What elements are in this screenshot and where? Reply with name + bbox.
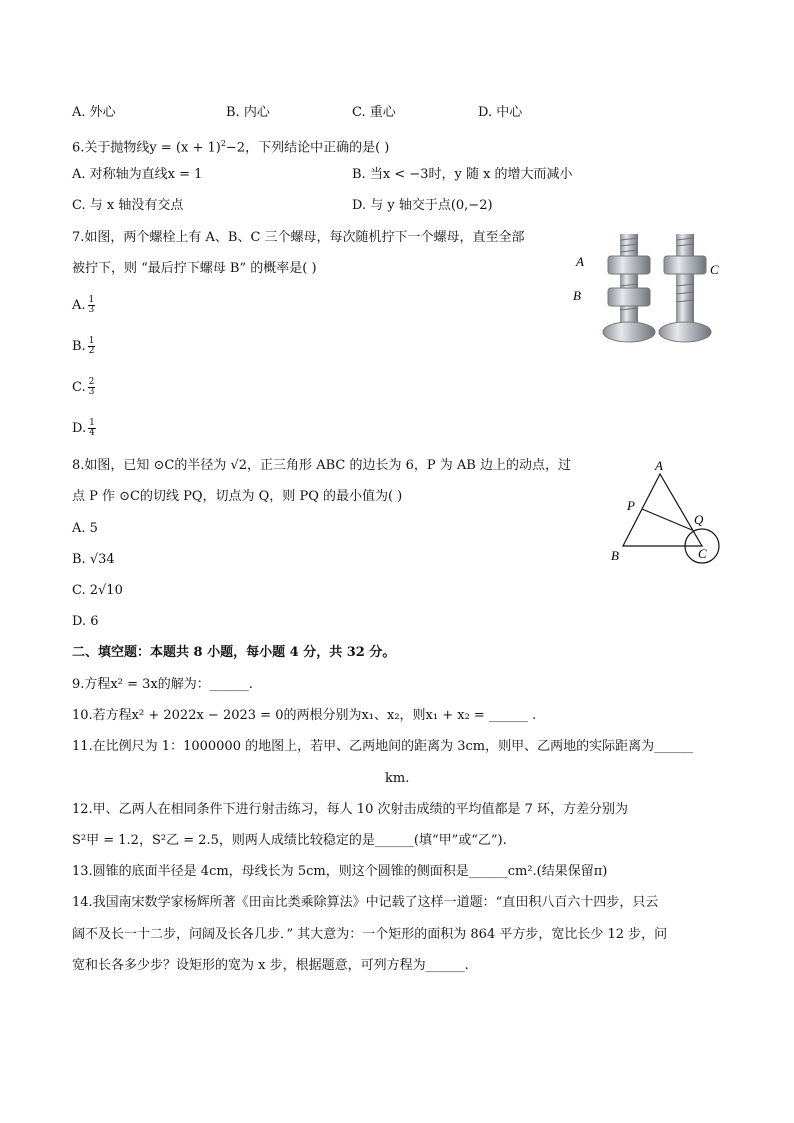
label-a: A (576, 254, 584, 269)
nut-b (608, 288, 650, 306)
q7-option-c: C. $\frac{2}{3}$ (72, 377, 95, 397)
q5-option-d: D. 中心 (478, 105, 523, 120)
q6-option-d: D. 与 y 轴交于点(0,−2) (352, 198, 493, 213)
q8-option-a: A. 5 (72, 521, 98, 536)
label-c: C (710, 262, 719, 277)
label-c: C (698, 546, 707, 561)
left-bolt-head (603, 322, 655, 342)
q12-line1: 12.甲、乙两人在相同条件下进行射击练习，每人 10 次射击成绩的平均值都是 7 环，方差分别为 (72, 802, 629, 817)
nut-a (608, 256, 650, 274)
q8-option-c: C. 2√10 (72, 583, 123, 598)
bolts-figure (568, 226, 728, 346)
triangle-figure (600, 456, 730, 570)
q5-option-b: B. 内心 (226, 105, 270, 120)
q6-option-c: C. 与 x 轴没有交点 (72, 198, 184, 213)
q7-stem-line2: 被拧下，则 “最后拧下螺母 B” 的概率是( ) (72, 261, 317, 276)
q8-stem-line2: 点 P 作 ⊙C的切线 PQ，切点为 Q，则 PQ 的最小值为( ) (72, 489, 403, 504)
q5-option-a: A. 外心 (72, 105, 116, 120)
q9: 9.方程x² = 3x的解为：______. (72, 677, 253, 692)
q6-stem: 6.关于抛物线$y = (x + 1)^2-2$，下列结论中正确的是( ) (72, 139, 390, 156)
q8-stem-line1: 8.如图，已知 ⊙C的半径为 √2，正三角形 ABC 的边长为 6，P 为 AB 边上的动点，过 (72, 458, 571, 473)
q7-option-b: B. $\frac{1}{2}$ (72, 336, 95, 356)
q14-line1: 14.我国南宋数学家杨辉所著《田亩比类乘除算法》中记载了这样一道题：“直田积八百六十四步，只云 (72, 895, 659, 910)
q7-option-d: D. $\frac{1}{4}$ (72, 418, 95, 438)
label-b: B (611, 548, 619, 563)
right-bolt-shaft (676, 234, 694, 326)
tangent-pq (642, 509, 692, 530)
q7-stem-line1: 7.如图，两个螺栓上有 A、B、C 三个螺母，每次随机拧下一个螺母，直至全部 (72, 230, 525, 245)
right-bolt-head (659, 322, 711, 342)
nut-c (664, 256, 706, 274)
q12-line2: S²甲 = 1.2，S²乙 = 2.5，则两人成绩比较稳定的是______(填“甲”或“乙”). (72, 833, 507, 848)
left-bolt-shaft (620, 234, 638, 326)
q11-line2: km. (385, 771, 410, 786)
label-a: A (655, 458, 663, 473)
q13: 13.圆锥的底面半径是 4cm，母线长为 5cm，则这个圆锥的侧面积是______cm².(结果保留π) (72, 864, 608, 879)
q8-option-b: B. √34 (72, 552, 115, 567)
q14-line2: 阔不及长一十二步，问阔及长各几步．” 其大意为：一个矩形的面积为 864 平方步，宽比长少 12 步，问 (72, 927, 668, 942)
q10: 10.若方程x² + 2022x − 2023 = 0的两根分别为x₁、x₂，则x₁ + x₂ = ______ . (72, 708, 537, 723)
label-p: P (627, 498, 635, 513)
q14-line3: 宽和长各多少步？设矩形的宽为 x 步，根据题意，可列方程为______. (72, 958, 469, 973)
q7-option-a: A. $\frac{1}{3}$ (72, 295, 95, 315)
section-2-header: 二、填空题：本题共 8 小题，每小题 4 分，共 32 分。 (72, 645, 396, 660)
q5-option-c: C. 重心 (352, 105, 396, 120)
q6-option-a: A. 对称轴为直线x = 1 (72, 167, 203, 182)
q6-option-b: B. 当x < −3时，y 随 x 的增大而减小 (352, 167, 573, 182)
label-b: B (573, 288, 581, 303)
q8-option-d: D. 6 (72, 614, 99, 629)
label-q: Q (694, 512, 704, 527)
q11-line1: 11.在比例尺为 1：1000000 的地图上，若甲、乙两地间的距离为 3cm，则甲、乙两地的实际距离为______ (72, 739, 694, 754)
